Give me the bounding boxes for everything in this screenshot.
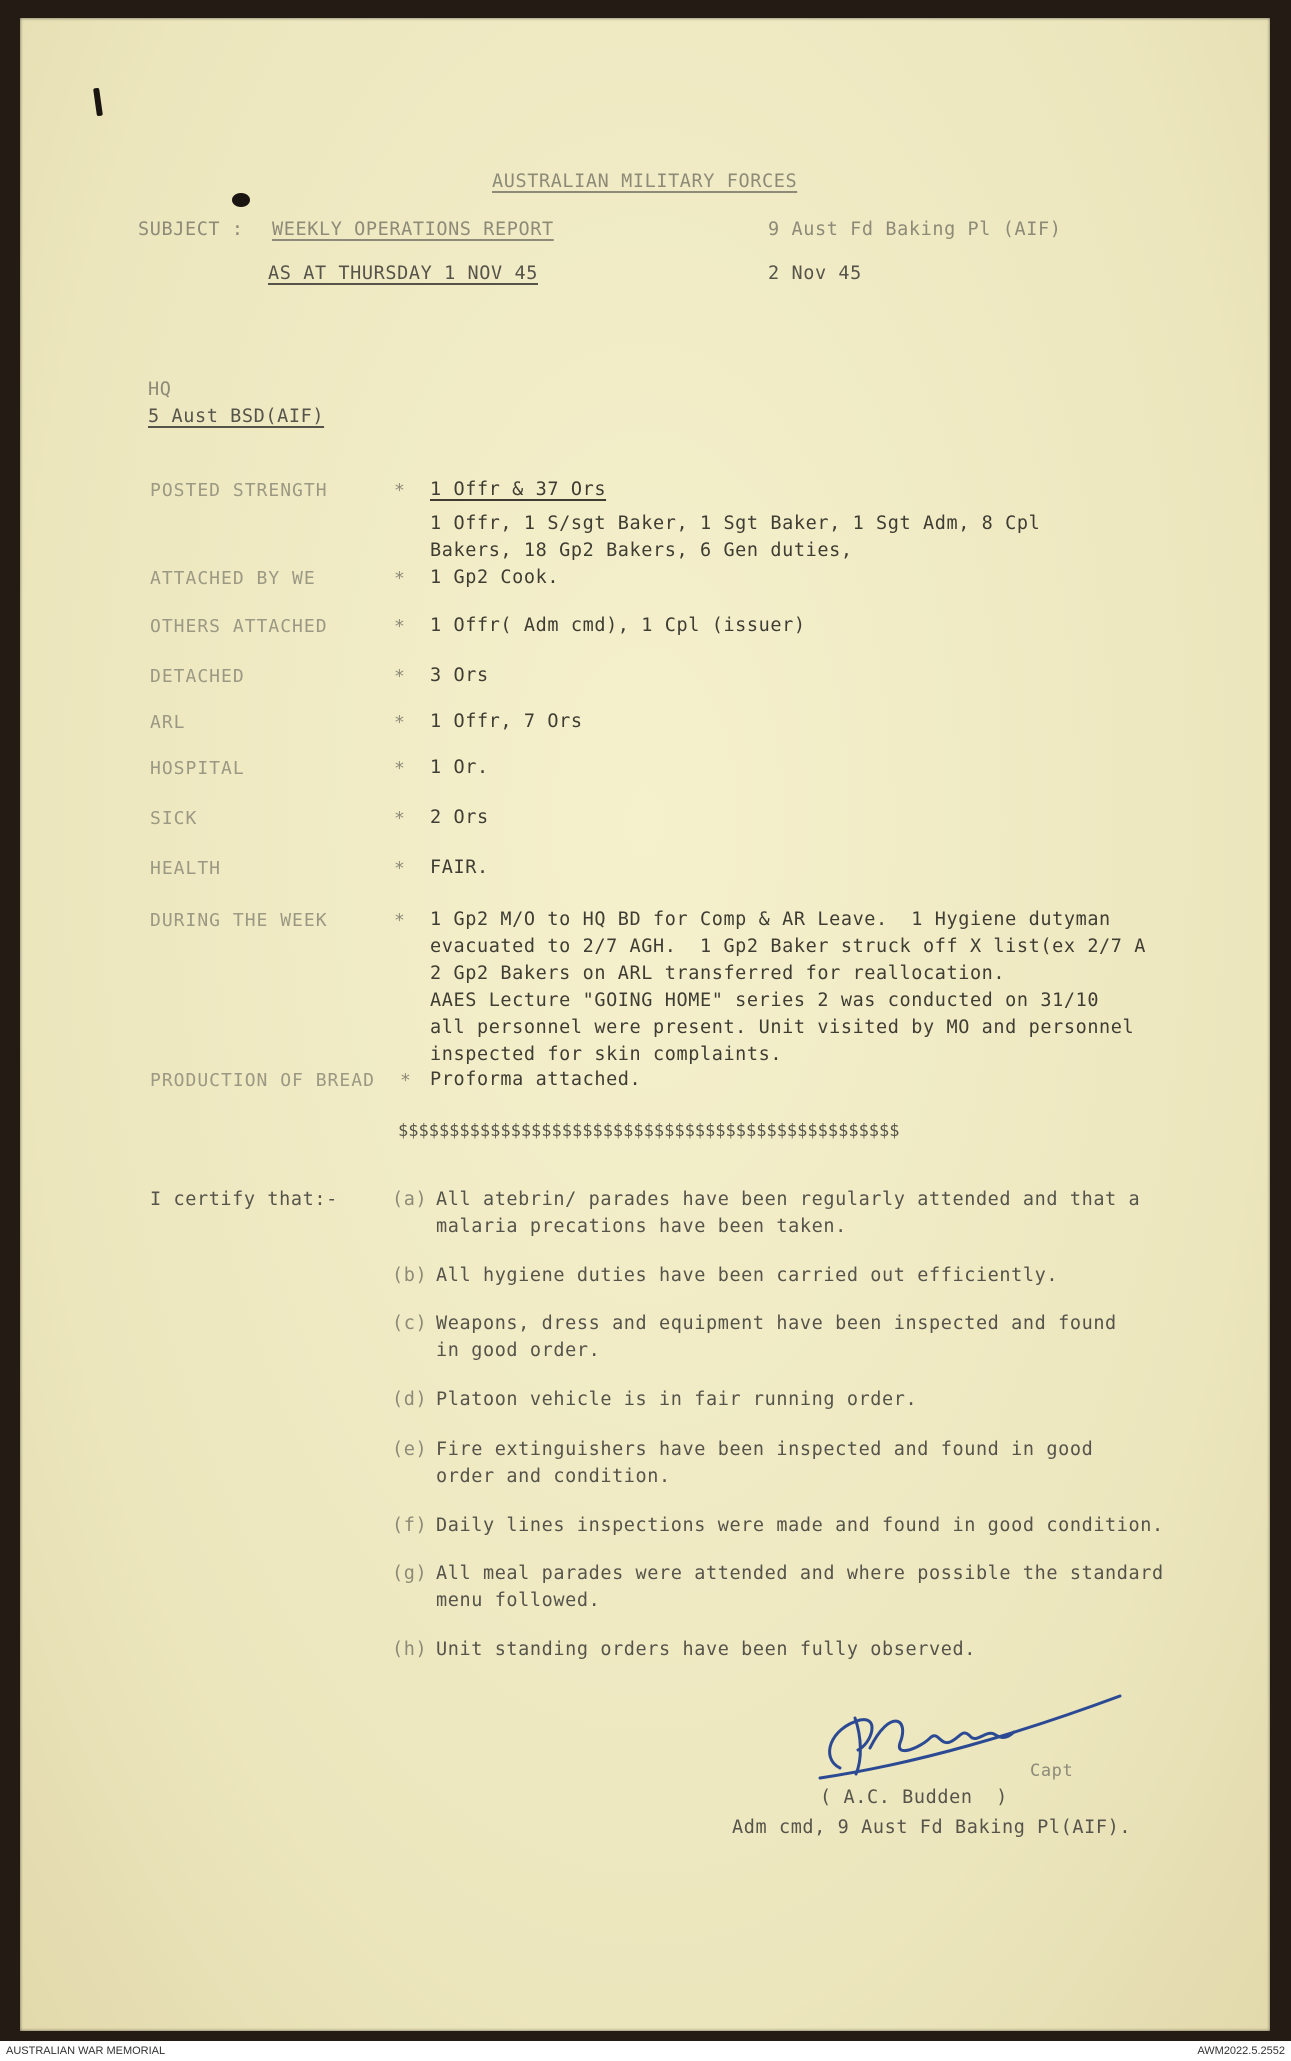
certify-letter: (b) [392, 1265, 428, 1286]
punch-mark-top [93, 88, 103, 117]
signatory-name: ( A.C. Budden ) [820, 1787, 1008, 1808]
certify-item-e-line-1: Fire extinguishers have been inspected and found in good [436, 1439, 1094, 1460]
section-value-posted-strength: 1 Offr & 37 Ors [430, 479, 607, 500]
document-page [20, 18, 1270, 2031]
strength-detail-line-2: Bakers, 18 Gp2 Bakers, 6 Gen duties, [430, 540, 853, 561]
certify-letter: (g) [392, 1563, 428, 1584]
subject-prefix: SUBJECT : [138, 219, 244, 240]
signatory-rank: Capt [1030, 1761, 1074, 1781]
bullet-star: * [394, 808, 405, 829]
certify-letter: (a) [392, 1189, 428, 1210]
section-label-sick: SICK [150, 808, 198, 829]
section-label-others-attached: OTHERS ATTACHED [150, 616, 328, 637]
certify-item-e-line-2: order and condition. [436, 1466, 671, 1487]
addressee-line-2: 5 Aust BSD(AIF) [148, 406, 325, 427]
certify-letter: (f) [392, 1515, 428, 1536]
section-value-hospital: 1 Or. [430, 757, 489, 778]
section-label-attached-by-we: ATTACHED BY WE [150, 568, 316, 589]
section-value-arl: 1 Offr, 7 Ors [430, 711, 583, 732]
certify-item-a-line-1: All atebrin/ parades have been regularly attended and that a [436, 1189, 1141, 1210]
bullet-star: * [394, 758, 405, 779]
separator-line: $$$$$$$$$$$$$$$$$$$$$$$$$$$$$$$$$$$$$$$$$$$$$$$$$ [398, 1121, 900, 1141]
section-label-detached: DETACHED [150, 666, 245, 687]
bullet-star: * [394, 858, 405, 879]
bullet-star: * [394, 568, 405, 589]
strength-detail-line-1: 1 Offr, 1 S/sgt Baker, 1 Sgt Baker, 1 Sgt Adm, 8 Cpl [430, 513, 1041, 534]
punch-mark-bottom [232, 193, 250, 207]
section-label-during-the-week: DURING THE WEEK [150, 910, 328, 931]
addressee-line-1: HQ [148, 379, 172, 400]
section-label-hospital: HOSPITAL [150, 758, 245, 779]
certify-item-h-line-1: Unit standing orders have been fully observed. [436, 1639, 976, 1660]
signatory-role: Adm cmd, 9 Aust Fd Baking Pl(AIF). [732, 1817, 1132, 1838]
archive-footer [0, 2041, 1291, 2061]
certify-letter: (e) [392, 1439, 428, 1460]
section-value-production-of-bread: Proforma attached. [430, 1069, 642, 1090]
section-label-arl: ARL [150, 712, 186, 733]
certify-item-c-line-1: Weapons, dress and equipment have been inspected and found [436, 1313, 1117, 1334]
certify-letter: (d) [392, 1389, 428, 1410]
bullet-star: * [394, 666, 405, 687]
document-title: AUSTRALIAN MILITARY FORCES [492, 171, 798, 192]
certify-item-c-line-2: in good order. [436, 1340, 601, 1361]
certify-letter: (h) [392, 1639, 428, 1660]
section-value-others-attached: 1 Offr( Adm cmd), 1 Cpl (issuer) [430, 615, 806, 636]
certify-intro: I certify that:- [150, 1189, 338, 1210]
week-detail-line-2: evacuated to 2/7 AGH. 1 Gp2 Baker struck off X list(ex 2/7 A [430, 936, 1147, 957]
certify-item-f-line-1: Daily lines inspections were made and found in good condition. [436, 1515, 1164, 1536]
section-label-health: HEALTH [150, 858, 222, 879]
bullet-star: * [394, 480, 405, 501]
section-label-posted-strength: POSTED STRENGTH [150, 480, 328, 501]
section-value-detached: 3 Ors [430, 665, 489, 686]
certify-item-a-line-2: malaria precations have been taken. [436, 1216, 847, 1237]
week-detail-line-6: inspected for skin complaints. [430, 1044, 783, 1065]
footer-right: AWM2022.5.2552 [1197, 2045, 1285, 2057]
section-value-attached-by-we: 1 Gp2 Cook. [430, 567, 560, 588]
report-date: 2 Nov 45 [768, 263, 862, 284]
footer-left: AUSTRALIAN WAR MEMORIAL [6, 2045, 166, 2057]
bullet-star: * [400, 1070, 411, 1091]
certify-item-g-line-2: menu followed. [436, 1590, 601, 1611]
certify-item-g-line-1: All meal parades were attended and where possible the standard [436, 1563, 1164, 1584]
week-detail-line-3: 2 Gp2 Bakers on ARL transferred for reallocation. [430, 963, 1006, 984]
certify-item-d-line-1: Platoon vehicle is in fair running order. [436, 1389, 918, 1410]
bullet-star: * [394, 910, 405, 931]
section-label-production-of-bread: PRODUCTION OF BREAD [150, 1070, 375, 1091]
week-detail-line-5: all personnel were present. Unit visited by MO and personnel [430, 1017, 1135, 1038]
week-detail-line-4: AAES Lecture "GOING HOME" series 2 was conducted on 31/10 [430, 990, 1100, 1011]
bullet-star: * [394, 616, 405, 637]
section-value-health: FAIR. [430, 857, 489, 878]
subject-line-2: AS AT THURSDAY 1 NOV 45 [268, 263, 538, 284]
unit-name: 9 Aust Fd Baking Pl (AIF) [768, 219, 1062, 240]
certify-letter: (c) [392, 1313, 428, 1334]
subject-line-1: WEEKLY OPERATIONS REPORT [272, 219, 554, 240]
bullet-star: * [394, 712, 405, 733]
week-detail-line-1: 1 Gp2 M/O to HQ BD for Comp & AR Leave. 1 Hygiene dutyman [430, 909, 1111, 930]
section-value-sick: 2 Ors [430, 807, 489, 828]
handwritten-signature [800, 1678, 1140, 1788]
certify-item-b-line-1: All hygiene duties have been carried out efficiently. [436, 1265, 1059, 1286]
